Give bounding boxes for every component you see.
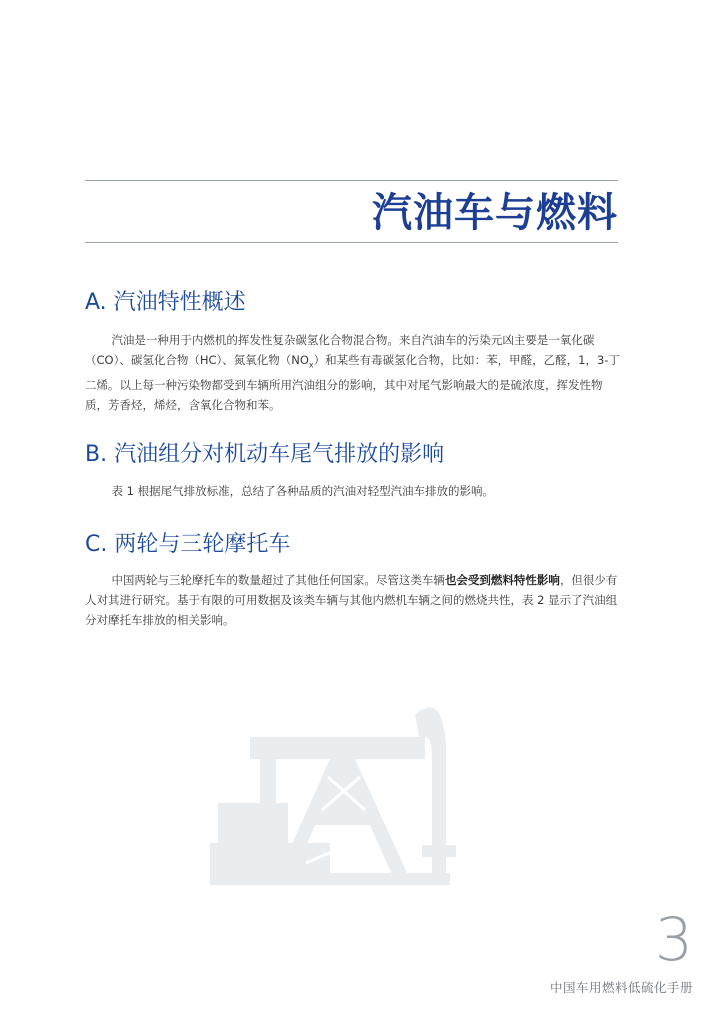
- paragraph-run: 表 1 根据尾气排放标准，总结了各种品质的汽油对轻型汽油车排放的影响。: [111, 484, 495, 498]
- chapter-title: 汽油车与燃料: [372, 190, 618, 236]
- paragraph-run: 中国两轮与三轮摩托车的数量超过了其他任何国家。尽管这类车辆: [111, 573, 445, 587]
- title-top-rule: [85, 180, 618, 181]
- section-paragraph-a: [85, 330, 620, 415]
- page-number: 3: [654, 905, 693, 975]
- section-heading-b: B. 汽油组分对机动车尾气排放的影响: [85, 442, 445, 467]
- title-bottom-rule: [85, 242, 618, 243]
- oil-pumpjack-icon: [210, 685, 485, 885]
- paragraph-run: 汽油是一种用于内燃机的挥发性复杂碳氢化合物混合物。来自汽油车的污染元凶主要是一氧化碳（CO）、碳氢化合物（HC）、氮氧化物（NO: [85, 333, 595, 367]
- paragraph-run: ，但很少有人对其进行研究。基于有限的可用数据及该类车辆与其他内燃机车辆之间的燃烧共性，表 2 显示了汽油组分对摩托车排放的相关影响。: [85, 573, 618, 627]
- paragraph-run: x: [308, 360, 314, 370]
- paragraph-run: ）和某些有毒碳氢化合物，比如：苯，甲醛，乙醛，1，3-丁二烯。以上每一种污染物都受到车辆所用汽油组分的影响，其中对尾气影响最大的是硫浓度，挥发性物质，芳香烃，烯烃，含氧化合物和苯。: [85, 353, 620, 413]
- section-heading-a: A. 汽油特性概述: [85, 290, 246, 315]
- section-paragraph-c: [85, 570, 620, 630]
- section-paragraph-b: [85, 481, 620, 501]
- paragraph-run: 也会受到燃料特性影响: [444, 573, 560, 587]
- footer-book-title: 中国车用燃料低硫化手册: [549, 980, 693, 995]
- section-heading-c: C. 两轮与三轮摩托车: [85, 532, 291, 557]
